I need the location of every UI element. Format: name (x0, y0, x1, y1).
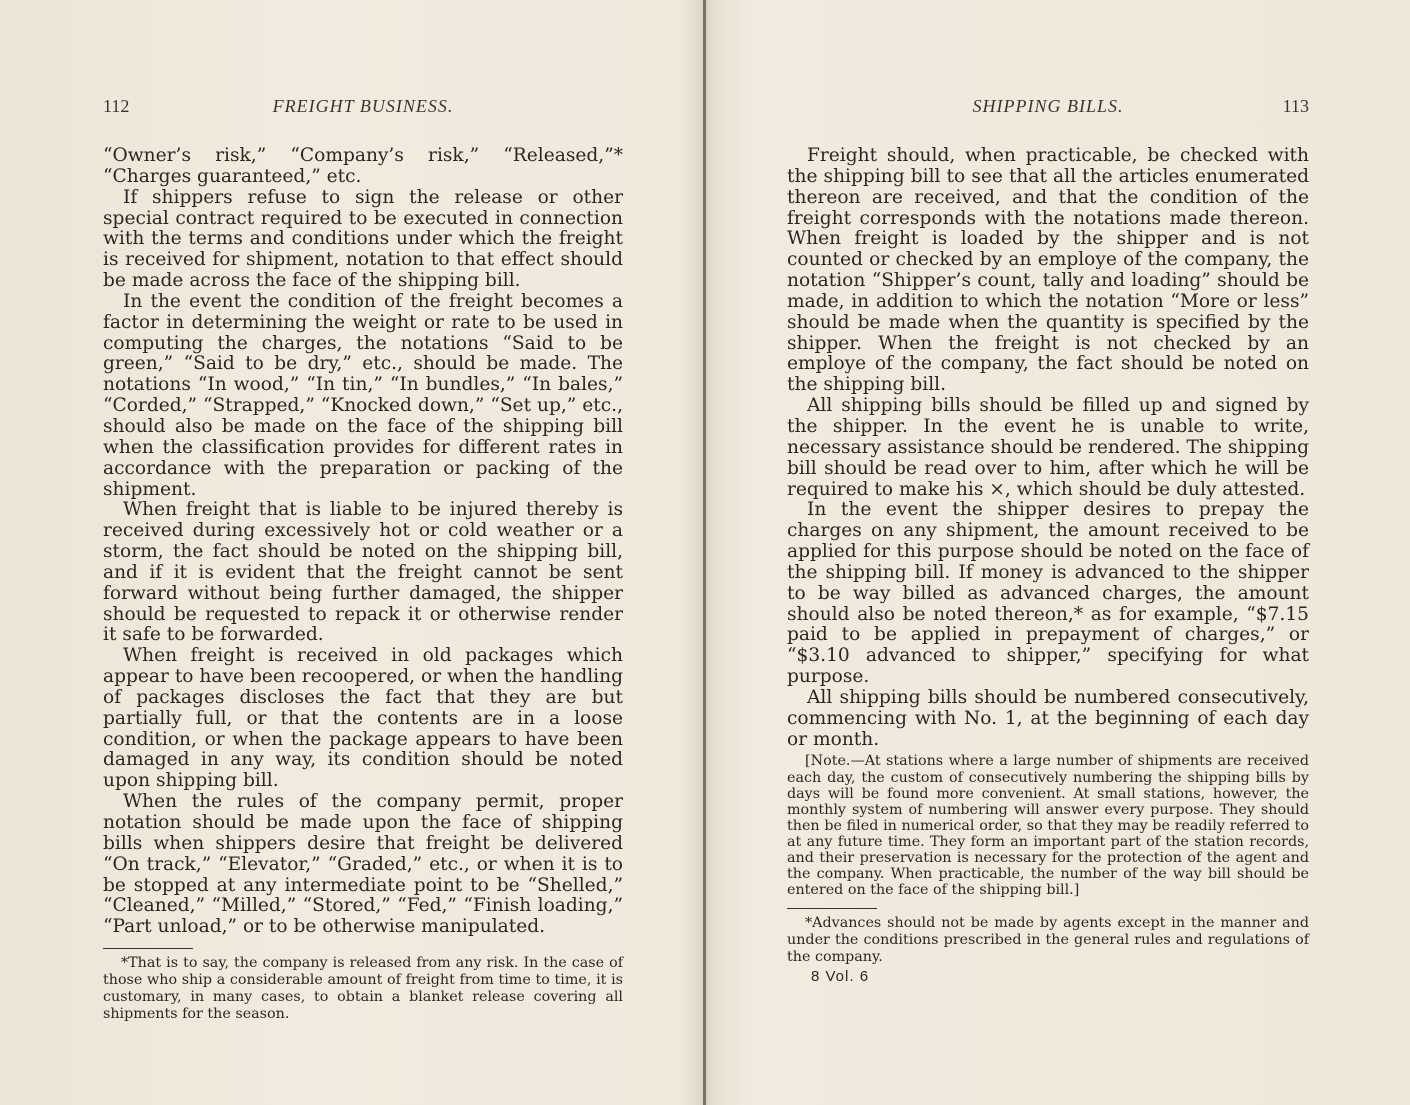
paragraph: All shipping bills should be filled up and signed by the shipper. In the event he is unable to write, necessary assistance should be rendered. The shipping bill should be read over to him, after which he will be required to make his ×, which should be duly attested. (787, 395, 1309, 500)
book-gutter (703, 0, 706, 1105)
footnote-rule (787, 908, 877, 909)
right-page-number: 113 (1282, 96, 1309, 116)
paragraph: When freight that is liable to be injured thereby is received during excessively hot or cold weather or a storm, the fact should be noted on the shipping bill, and if it is evident that the freight cannot be sent forward without being further damaged, the shipper should be requested to repack it or otherwise render it safe to be forwarded. (103, 499, 623, 646)
right-body-text (787, 146, 1309, 750)
footnote-text: *Advances should not be made by agents except in the manner and under the conditions prescribed in the general rules and regulations of the company. (787, 915, 1309, 966)
footnote-text: *That is to say, the company is released from any risk. In the case of those who ship a considerable amount of freight from time to time, it is customary, in many cases, to obtain a blanket release covering all shipments for the season. (103, 955, 623, 1023)
left-body-text (103, 146, 623, 938)
paragraph: When freight is received in old packages which appear to have been recoopered, or when the handling of packages discloses the fact that they are but partially full, or that the contents are in a loose condition, or when the package appears to have been damaged in any way, its condition should be noted upon shipping bill. (103, 645, 623, 792)
left-running-title: FREIGHT BUSINESS. (272, 96, 454, 116)
paragraph: All shipping bills should be numbered consecutively, commencing with No. 1, at the beginning of each day or month. (787, 686, 1309, 750)
right-page (787, 96, 1309, 985)
paragraph: “Owner’s risk,” “Company’s risk,” “Released,”* “Charges guaranteed,” etc. (103, 145, 623, 187)
paragraph: When the rules of the company permit, proper notation should be made upon the face of shipping bills when shippers desire that freight be delivered “On track,” “Elevator,” “Graded,” etc., or when it is to be stopped at any intermediate point to be “Shelled,” “Cleaned,” “Milled,” “Stored,” “Fed,” “Finish loading,” “Part unload,” or to be otherwise manipulated. (103, 791, 623, 938)
right-footnote (787, 915, 1309, 966)
left-footnote (103, 955, 623, 1023)
note-text: [Note.—At stations where a large number of shipments are received each day, the custom of consecutively numbering the shipping bills by days will be found more convenient. At small stations, however, the monthly system of numbering will answer every purpose. They should then be filed in numerical order, so that they may be readily referred to at any future time. They form an important part of the station records, and their preservation is necessary for the protection of the agent and the company. When practicable, the number of the way bill should be entered on the face of the shipping bill.] (787, 753, 1309, 899)
paragraph: If shippers refuse to sign the release or other special contract required to be executed in connection with the terms and conditions under which the freight is received for shipment, notation to that effect should be made across the face of the shipping bill. (103, 186, 623, 292)
right-running-title: SHIPPING BILLS. (972, 96, 1124, 116)
right-running-head (787, 96, 1309, 124)
paragraph: Freight should, when practicable, be checked with the shipping bill to see that all the articles enumerated thereon are received, and that the condition of the freight corresponds with the notations made thereon. When freight is loaded by the shipper and is not counted or checked by an employe of the company, the notation “Shipper’s count, tally and loading” should be made, in addition to which the notation “More or less” should be made when the quantity is specified by the shipper. When the freight is not checked by an employe of the company, the fact should be noted on the shipping bill. (787, 145, 1309, 396)
signature-mark: 8 Vol. 6 (811, 968, 870, 986)
left-page-number: 112 (103, 96, 130, 116)
left-page (103, 96, 623, 1023)
station-note (787, 753, 1309, 898)
paragraph: In the event the condition of the freight becomes a factor in determining the weight or rate to be used in computing the charges, the notations “Said to be green,” “Said to be dry,” etc., should be made. The notations “In wood,” “In tin,” “In bundles,” “In bales,” “Corded,” “Strapped,” “Knocked down,” “Set up,” etc., should also be made on the face of the shipping bill when the classification provides for different rates in accordance with the preparation or packing of the shipment. (103, 290, 623, 500)
footnote-rule (103, 948, 193, 949)
paragraph: In the event the shipper desires to prepay the charges on any shipment, the amount received to be applied for this purpose should be noted on the face of the shipping bill. If money is advanced to the shipper to be way billed as advanced charges, the amount should also be noted thereon,* as for example, “$7.15 paid to be applied in prepayment of charges,” or “$3.10 advanced to shipper,” specifying for what purpose. (787, 499, 1309, 688)
left-running-head (103, 96, 623, 124)
